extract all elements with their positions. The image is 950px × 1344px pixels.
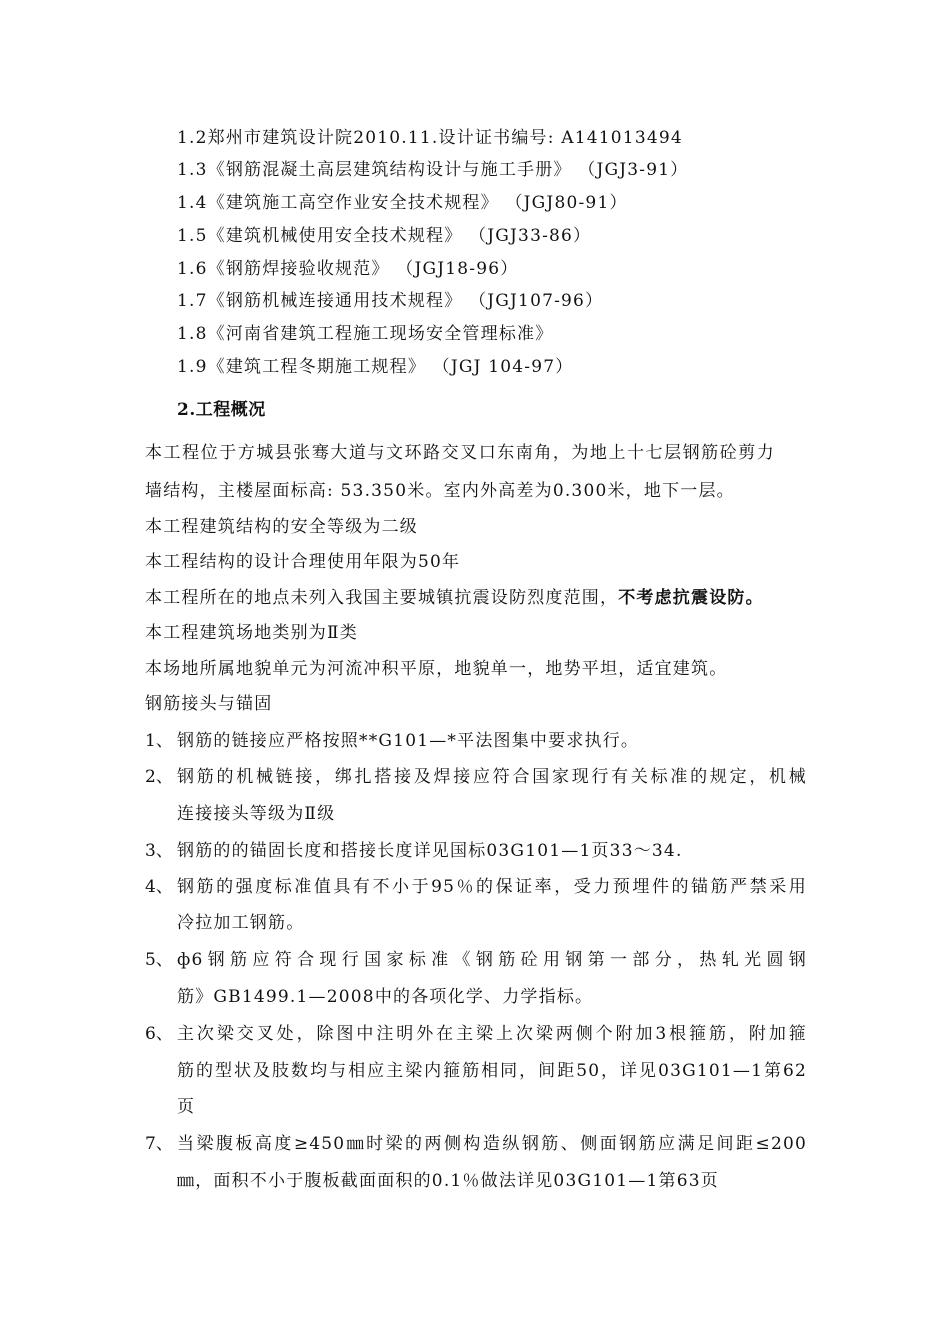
reference-1-8: 1.8《河南省建筑工程施工现场安全管理标准》 — [177, 324, 554, 344]
overview-line1-text: 本工程位于方城县张骞大道与文环路交叉口东南角，为地上十七层钢筋砼剪力 — [145, 443, 775, 463]
item-5-line2: 筋》GB1499.1—2008中的各项化学、力学指标。 — [177, 987, 594, 1007]
seismic-text-bold: 不考虑抗震设防。 — [618, 588, 764, 608]
subheading-rebar-joints: 钢筋接头与锚固 — [145, 694, 273, 714]
seismic-text — [145, 587, 764, 609]
item-number-4: 4、 — [145, 877, 173, 897]
item-7-line1 — [177, 1133, 807, 1155]
item-2-line1-text: 钢筋的机械链接，绑扎搭接及焊接应符合国家现行有关标准的规定，机械 — [177, 767, 807, 787]
item-number-7: 7、 — [145, 1134, 173, 1154]
service-life-text: 本工程结构的设计合理使用年限为50年 — [145, 552, 461, 572]
reference-1-5: 1.5《建筑机械使用安全技术规程》 （JGJ33-86） — [177, 226, 592, 246]
item-number-2: 2、 — [145, 767, 173, 787]
reference-1-3: 1.3《钢筋混凝土高层建筑结构设计与施工手册》 （JGJ3-91） — [177, 160, 689, 180]
item-7-line1-text: 当梁腹板高度≥450㎜时梁的两侧构造纵钢筋、侧面钢筋应满足间距≤200 — [177, 1134, 807, 1154]
item-6-line3: 页 — [177, 1097, 196, 1117]
landform-text: 本场地所属地貌单元为河流冲积平原，地貌单一，地势平坦，适宜建筑。 — [145, 659, 728, 679]
item-2-line1 — [177, 766, 807, 788]
item-6-line2-text: 筋的型状及肢数均与相应主梁内箍筋相同，间距50，详见03G101—1第62 — [177, 1061, 807, 1081]
item-number-1: 1、 — [145, 731, 173, 751]
safety-grade-text: 本工程建筑结构的安全等级为二级 — [145, 517, 418, 537]
item-number-5: 5、 — [145, 950, 173, 970]
reference-1-4: 1.4《建筑施工高空作业安全技术规程》 （JGJ80-91） — [177, 193, 628, 213]
reference-1-9: 1.9《建筑工程冬期施工规程》 （JGJ 104-97） — [177, 357, 574, 377]
item-1-text: 钢筋的链接应严格按照**G101—*平法图集中要求执行。 — [177, 731, 640, 751]
overview-paragraph-line2: 墙结构，主楼屋面标高: 53.350米。室内外高差为0.300米，地下一层。 — [145, 481, 735, 501]
reference-1-7: 1.7《钢筋机械连接通用技术规程》 （JGJ107-96） — [177, 291, 604, 311]
item-5-line1-text: ф6钢筋应符合现行国家标准《钢筋砼用钢第一部分，热轧光圆钢 — [177, 950, 807, 970]
seismic-text-normal: 本工程所在的地点未列入我国主要城镇抗震设防烈度范围， — [145, 588, 619, 608]
item-4-line2: 冷拉加工钢筋。 — [177, 913, 305, 933]
item-6-line2 — [177, 1060, 807, 1082]
item-2-line2: 连接接头等级为Ⅱ级 — [177, 804, 336, 824]
overview-paragraph-line1 — [145, 442, 775, 464]
section-heading: 2.工程概况 — [177, 400, 266, 420]
item-5-line1 — [177, 949, 807, 971]
reference-1-6: 1.6《钢筋焊接验收规范》 （JGJ18-96） — [177, 259, 519, 279]
site-class-text: 本工程建筑场地类别为Ⅱ类 — [145, 623, 358, 643]
item-number-6: 6、 — [145, 1024, 173, 1044]
item-6-line1 — [177, 1023, 807, 1045]
item-3-text: 钢筋的的锚固长度和搭接长度详见国标03G101—1页33～34. — [177, 841, 683, 861]
item-number-3: 3、 — [145, 841, 173, 861]
reference-1-2: 1.2郑州市建筑设计院2010.11.设计证书编号: A141013494 — [177, 128, 683, 148]
item-4-line1-text: 钢筋的强度标准值具有不小于95％的保证率，受力预埋件的锚筋严禁采用 — [177, 877, 807, 897]
item-7-line2: ㎜，面积不小于腹板截面面积的0.1％做法详见03G101—1第63页 — [177, 1171, 719, 1191]
item-4-line1 — [177, 876, 807, 898]
item-6-line1-text: 主次梁交叉处，除图中注明外在主梁上次梁两侧个附加3根箍筋，附加箍 — [177, 1024, 807, 1044]
